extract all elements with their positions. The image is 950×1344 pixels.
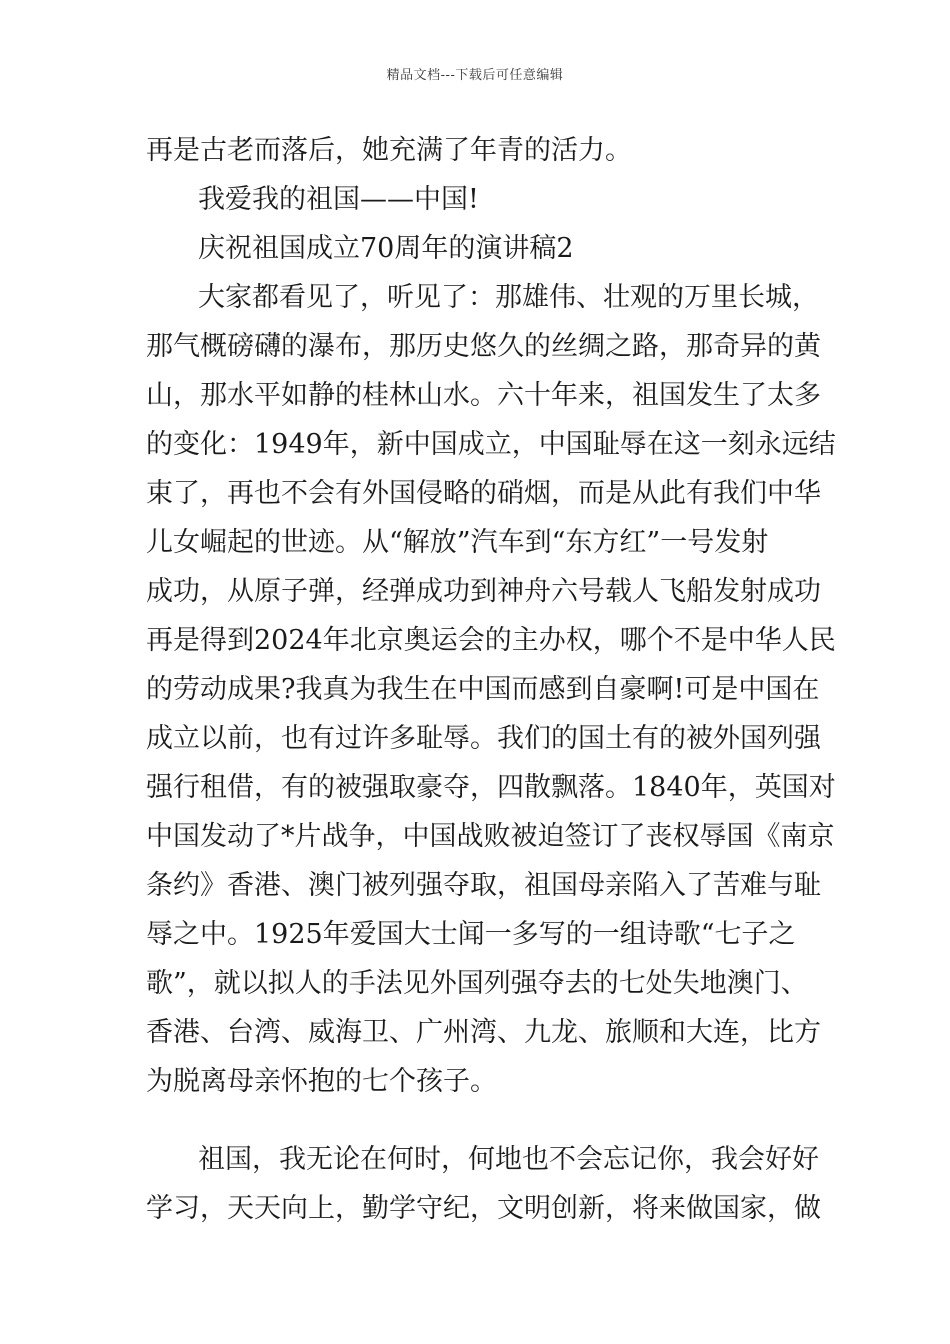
text-line: 中国发动了*片战争，中国战败被迫签订了丧权辱国《南京 xyxy=(146,821,835,852)
text-line: 条约》香港、澳门被列强夺取，祖国母亲陷入了苦难与耻 xyxy=(146,870,821,901)
text-line: 香港、台湾、威海卫、广州湾、九龙、旅顺和大连，比方 xyxy=(146,1017,821,1048)
text-line: 那气概磅礴的瀑布，那历史悠久的丝绸之路，那奇异的黄 xyxy=(146,331,821,362)
text-line: 辱之中。1925年爱国大士闻一多写的一组诗歌“七子之 xyxy=(146,919,796,950)
text-line: 再是古老而落后，她充满了年青的活力。 xyxy=(146,135,632,166)
text-line: 束了，再也不会有外国侵略的硝烟，而是从此有我们中华 xyxy=(146,478,821,509)
text-line: 山，那水平如静的桂林山水。六十年来，祖国发生了太多 xyxy=(146,380,821,411)
text-line: 再是得到2024年北京奥运会的主办权，哪个不是中华人民 xyxy=(146,625,836,656)
text-line: 的变化：1949年，新中国成立，中国耻辱在这一刻永远结 xyxy=(146,429,836,460)
text-line: 我爱我的祖国——中国! xyxy=(198,184,479,215)
text-line: 儿女崛起的世迹。从“解放”汽车到“东方红”一号发射 xyxy=(146,527,769,558)
text-line: 大家都看见了，听见了：那雄伟、壮观的万里长城， xyxy=(198,282,819,313)
document-body xyxy=(146,126,836,1233)
text-line: 歌”，就以拟人的手法见外国列强夺去的七处失地澳门、 xyxy=(146,968,808,999)
text-line: 祖国，我无论在何时，何地也不会忘记你，我会好好 xyxy=(198,1144,819,1175)
text-line: 强行租借，有的被强取豪夺，四散飘落。1840年，英国对 xyxy=(146,772,836,803)
text-line: 成立以前，也有过许多耻辱。我们的国土有的被外国列强 xyxy=(146,723,821,754)
text-line: 为脱离母亲怀抱的七个孩子。 xyxy=(146,1066,497,1097)
paragraph-gap xyxy=(146,1106,814,1135)
page-header: 精品文档---下载后可任意编辑 xyxy=(386,68,564,83)
text-line: 的劳动成果?我真为我生在中国而感到自豪啊!可是中国在 xyxy=(146,674,820,705)
text-line: 学习，天天向上，勤学守纪，文明创新，将来做国家，做 xyxy=(146,1193,821,1224)
text-line: 成功，从原子弹，经弹成功到神舟六号载人飞船发射成功 xyxy=(146,576,821,607)
section-title: 庆祝祖国成立70周年的演讲稿2 xyxy=(198,233,574,264)
